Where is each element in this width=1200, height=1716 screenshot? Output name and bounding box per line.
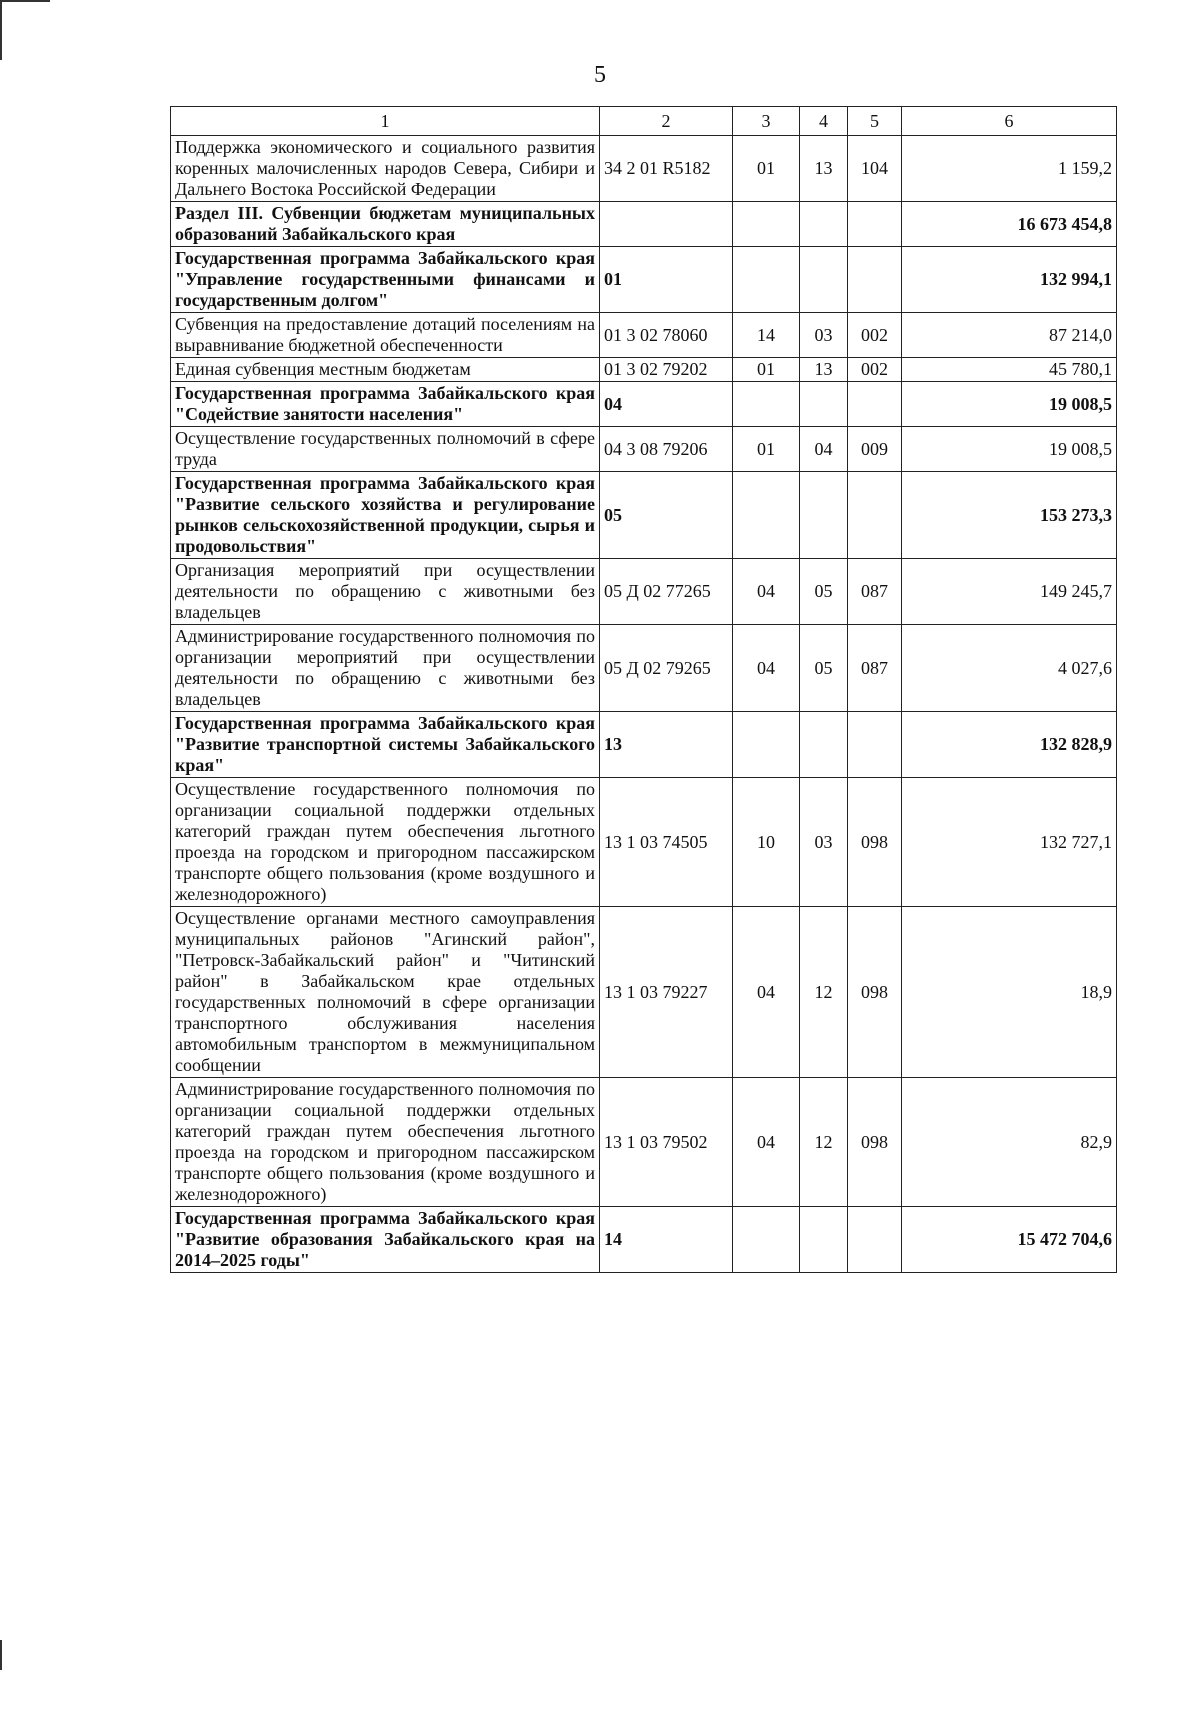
row-col5-cell: 104 bbox=[848, 136, 902, 202]
budget-table bbox=[170, 106, 1117, 1273]
row-col4-cell: 12 bbox=[800, 907, 848, 1078]
row-col5-cell bbox=[848, 202, 902, 247]
table-row bbox=[171, 136, 1117, 202]
row-name-cell: Поддержка экономического и социального развития коренных малочисленных народов Севера, Сибири и Дальнего Востока Российской Федерации bbox=[171, 136, 600, 202]
row-code-cell: 04 bbox=[600, 382, 733, 427]
row-col5-cell: 098 bbox=[848, 1078, 902, 1207]
row-col3-cell: 04 bbox=[733, 907, 800, 1078]
row-name-cell: Администрирование государственного полномочия по организации социальной поддержки отдельных категорий граждан путем обеспечения льготного проезда на городском и пригородном пассажирском транспорте общего пользования (кроме воздушного и железнодорожного) bbox=[171, 1078, 600, 1207]
row-amount-cell: 19 008,5 bbox=[902, 382, 1117, 427]
column-header-6: 6 bbox=[902, 107, 1117, 136]
row-col3-cell: 04 bbox=[733, 625, 800, 712]
row-col4-cell: 12 bbox=[800, 1078, 848, 1207]
row-code-cell: 13 1 03 79227 bbox=[600, 907, 733, 1078]
row-amount-cell: 87 214,0 bbox=[902, 313, 1117, 358]
row-code-cell: 14 bbox=[600, 1207, 733, 1273]
row-col5-cell: 002 bbox=[848, 358, 902, 382]
table-row bbox=[171, 1207, 1117, 1273]
row-col4-cell bbox=[800, 472, 848, 559]
row-name-cell: Осуществление государственных полномочий в сфере труда bbox=[171, 427, 600, 472]
row-name-cell: Государственная программа Забайкальского края "Содействие занятости населения" bbox=[171, 382, 600, 427]
column-header-4: 4 bbox=[800, 107, 848, 136]
row-col4-cell: 05 bbox=[800, 625, 848, 712]
table-row bbox=[171, 313, 1117, 358]
row-col4-cell: 04 bbox=[800, 427, 848, 472]
row-name-cell: Осуществление органами местного самоуправления муниципальных районов "Агинский район", "Петровск-Забайкальский район" и "Читинский район" в Забайкальском крае отдельных государственных полномочий в сфере организации транспортного обслуживания населения автомобильным транспортом в межмуниципальном сообщении bbox=[171, 907, 600, 1078]
row-code-cell: 13 1 03 74505 bbox=[600, 778, 733, 907]
row-amount-cell: 132 727,1 bbox=[902, 778, 1117, 907]
row-code-cell: 05 bbox=[600, 472, 733, 559]
table-header-row bbox=[171, 107, 1117, 136]
table-row bbox=[171, 202, 1117, 247]
row-col5-cell: 009 bbox=[848, 427, 902, 472]
row-name-cell: Государственная программа Забайкальского края "Развитие образования Забайкальского края на 2014–2025 годы" bbox=[171, 1207, 600, 1273]
row-amount-cell: 132 828,9 bbox=[902, 712, 1117, 778]
column-header-5: 5 bbox=[848, 107, 902, 136]
row-name-cell: Государственная программа Забайкальского края "Развитие транспортной системы Забайкальского края" bbox=[171, 712, 600, 778]
row-col5-cell bbox=[848, 712, 902, 778]
table-row bbox=[171, 712, 1117, 778]
row-amount-cell: 18,9 bbox=[902, 907, 1117, 1078]
row-name-cell: Администрирование государственного полномочия по организации мероприятий при осуществлении деятельности по обращению с животными без владельцев bbox=[171, 625, 600, 712]
table-row bbox=[171, 358, 1117, 382]
row-amount-cell: 4 027,6 bbox=[902, 625, 1117, 712]
table-row bbox=[171, 1078, 1117, 1207]
row-col3-cell: 01 bbox=[733, 136, 800, 202]
row-amount-cell: 1 159,2 bbox=[902, 136, 1117, 202]
row-col3-cell bbox=[733, 712, 800, 778]
row-col3-cell bbox=[733, 472, 800, 559]
row-code-cell: 01 3 02 78060 bbox=[600, 313, 733, 358]
row-code-cell: 34 2 01 R5182 bbox=[600, 136, 733, 202]
row-col4-cell bbox=[800, 712, 848, 778]
row-col3-cell bbox=[733, 202, 800, 247]
scan-edge-mark-bottom-left bbox=[0, 1640, 2, 1670]
row-name-cell: Раздел III. Субвенции бюджетам муниципальных образований Забайкальского края bbox=[171, 202, 600, 247]
row-col3-cell: 10 bbox=[733, 778, 800, 907]
row-col5-cell bbox=[848, 1207, 902, 1273]
row-amount-cell: 16 673 454,8 bbox=[902, 202, 1117, 247]
row-code-cell: 13 bbox=[600, 712, 733, 778]
row-amount-cell: 19 008,5 bbox=[902, 427, 1117, 472]
row-col3-cell bbox=[733, 382, 800, 427]
row-col5-cell bbox=[848, 472, 902, 559]
row-col3-cell bbox=[733, 247, 800, 313]
table-row bbox=[171, 247, 1117, 313]
row-amount-cell: 45 780,1 bbox=[902, 358, 1117, 382]
row-col4-cell bbox=[800, 1207, 848, 1273]
column-header-2: 2 bbox=[600, 107, 733, 136]
row-name-cell: Субвенция на предоставление дотаций поселениям на выравнивание бюджетной обеспеченности bbox=[171, 313, 600, 358]
table-row bbox=[171, 427, 1117, 472]
row-col5-cell bbox=[848, 247, 902, 313]
row-col3-cell: 04 bbox=[733, 1078, 800, 1207]
row-col3-cell bbox=[733, 1207, 800, 1273]
row-col5-cell: 098 bbox=[848, 907, 902, 1078]
row-col4-cell: 13 bbox=[800, 136, 848, 202]
row-col5-cell: 087 bbox=[848, 559, 902, 625]
row-name-cell: Государственная программа Забайкальского края "Развитие сельского хозяйства и регулирование рынков сельскохозяйственной продукции, сырья и продовольствия" bbox=[171, 472, 600, 559]
row-col4-cell: 05 bbox=[800, 559, 848, 625]
row-amount-cell: 153 273,3 bbox=[902, 472, 1117, 559]
row-col4-cell: 13 bbox=[800, 358, 848, 382]
row-name-cell: Единая субвенция местным бюджетам bbox=[171, 358, 600, 382]
row-code-cell: 05 Д 02 77265 bbox=[600, 559, 733, 625]
row-col4-cell: 03 bbox=[800, 313, 848, 358]
row-col3-cell: 01 bbox=[733, 427, 800, 472]
page-number: 5 bbox=[594, 62, 606, 88]
row-code-cell: 04 3 08 79206 bbox=[600, 427, 733, 472]
row-col3-cell: 01 bbox=[733, 358, 800, 382]
row-col5-cell: 087 bbox=[848, 625, 902, 712]
scan-edge-mark-top bbox=[0, 0, 50, 2]
row-code-cell: 01 3 02 79202 bbox=[600, 358, 733, 382]
table-row bbox=[171, 472, 1117, 559]
row-code-cell: 05 Д 02 79265 bbox=[600, 625, 733, 712]
row-code-cell: 13 1 03 79502 bbox=[600, 1078, 733, 1207]
row-code-cell bbox=[600, 202, 733, 247]
row-amount-cell: 132 994,1 bbox=[902, 247, 1117, 313]
table-row bbox=[171, 559, 1117, 625]
row-amount-cell: 15 472 704,6 bbox=[902, 1207, 1117, 1273]
row-amount-cell: 149 245,7 bbox=[902, 559, 1117, 625]
budget-table-body bbox=[171, 136, 1117, 1273]
table-row bbox=[171, 625, 1117, 712]
row-col5-cell bbox=[848, 382, 902, 427]
table-row bbox=[171, 778, 1117, 907]
row-col4-cell bbox=[800, 202, 848, 247]
column-header-1: 1 bbox=[171, 107, 600, 136]
row-name-cell: Государственная программа Забайкальского края "Управление государственными финансами и государственным долгом" bbox=[171, 247, 600, 313]
row-name-cell: Организация мероприятий при осуществлении деятельности по обращению с животными без владельцев bbox=[171, 559, 600, 625]
row-amount-cell: 82,9 bbox=[902, 1078, 1117, 1207]
table-row bbox=[171, 907, 1117, 1078]
scan-edge-mark-left bbox=[0, 0, 2, 60]
row-col3-cell: 14 bbox=[733, 313, 800, 358]
row-col4-cell bbox=[800, 247, 848, 313]
row-name-cell: Осуществление государственного полномочия по организации социальной поддержки отдельных категорий граждан путем обеспечения льготного проезда на городском и пригородном пассажирском транспорте общего пользования (кроме воздушного и железнодорожного) bbox=[171, 778, 600, 907]
row-col5-cell: 002 bbox=[848, 313, 902, 358]
row-code-cell: 01 bbox=[600, 247, 733, 313]
column-header-3: 3 bbox=[733, 107, 800, 136]
row-col3-cell: 04 bbox=[733, 559, 800, 625]
row-col4-cell: 03 bbox=[800, 778, 848, 907]
table-row bbox=[171, 382, 1117, 427]
row-col5-cell: 098 bbox=[848, 778, 902, 907]
row-col4-cell bbox=[800, 382, 848, 427]
